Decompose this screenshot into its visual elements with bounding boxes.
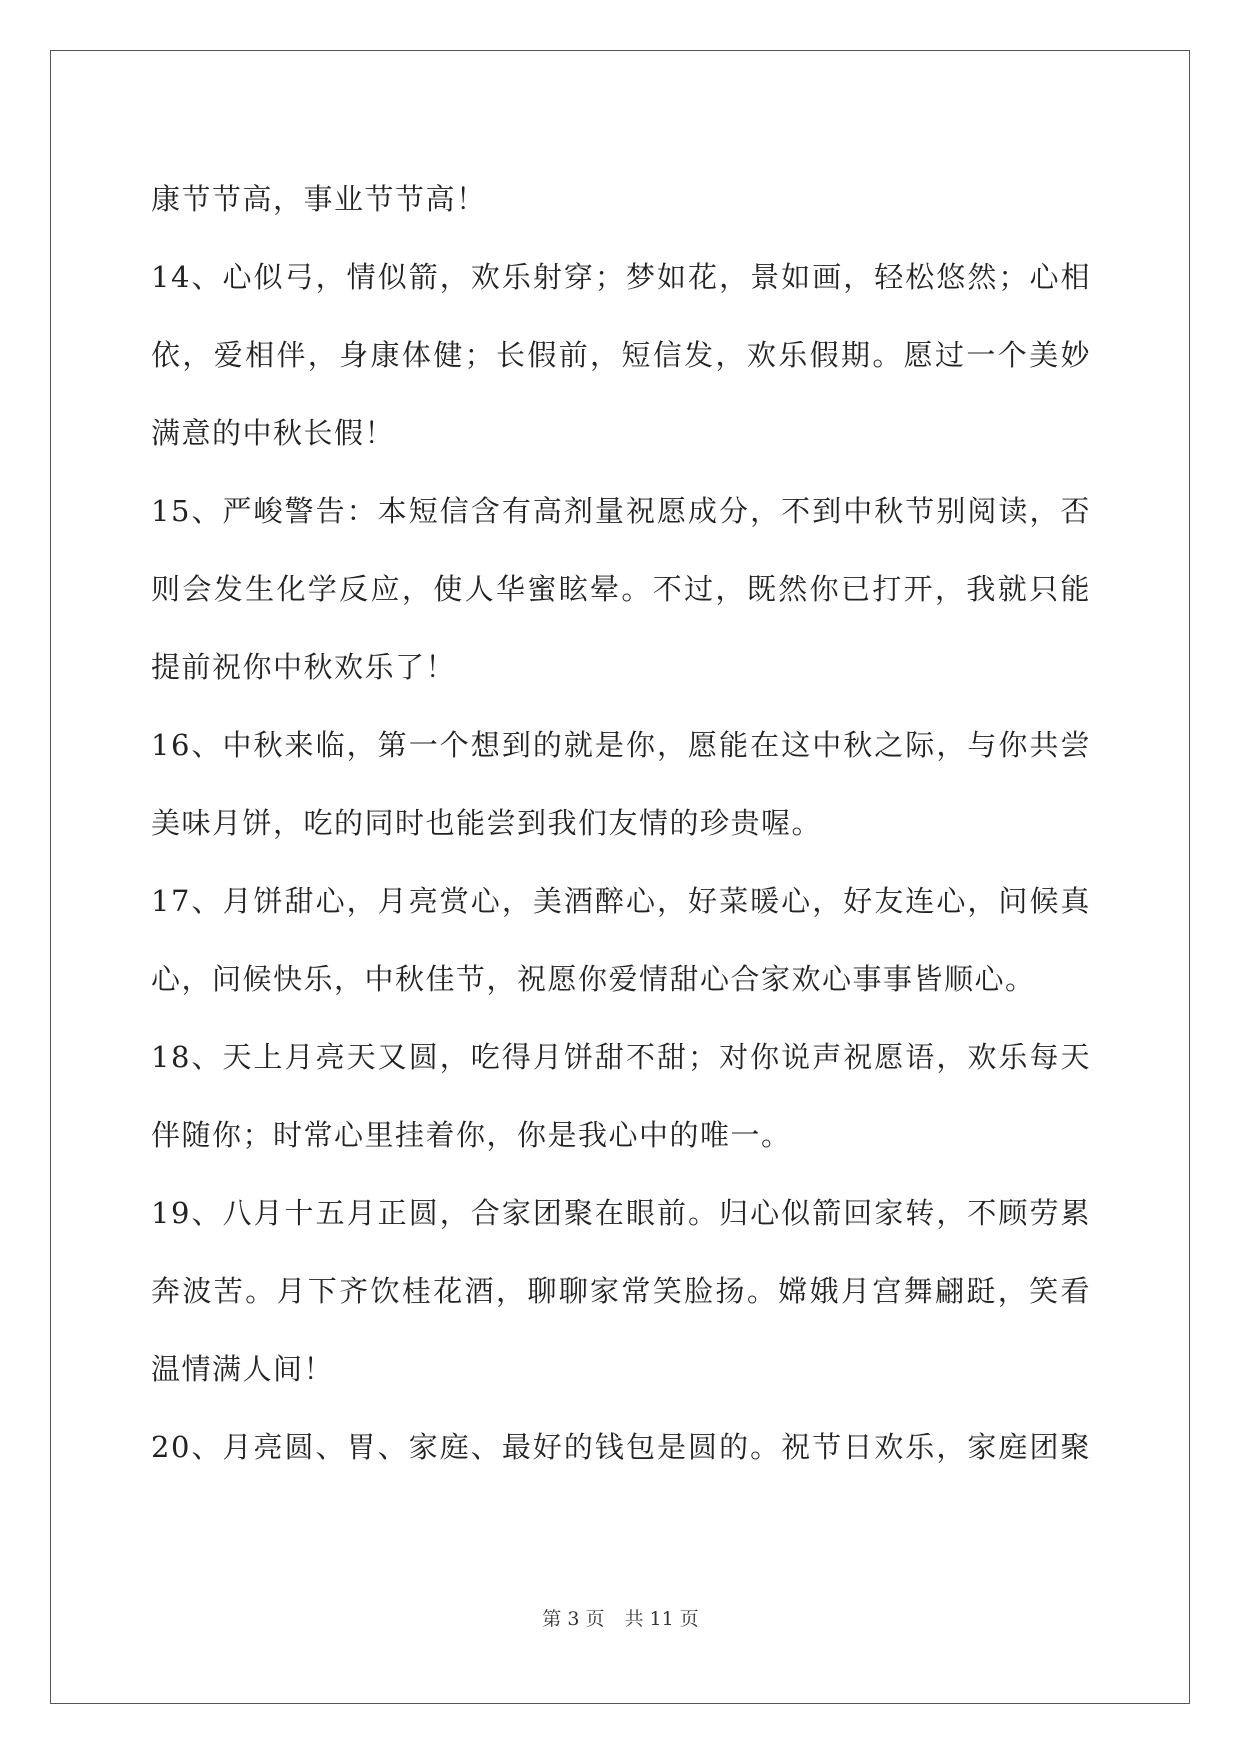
text-line: 依，爱相伴，身康体健；长假前，短信发，欢乐假期。愿过一个美妙 — [151, 338, 1091, 372]
page-footer — [0, 1604, 1241, 1631]
page-number: 第 3 页 — [542, 1608, 605, 1630]
text-line: 满意的中秋长假！ — [151, 416, 396, 450]
document-body — [151, 160, 1091, 1486]
text-line: 则会发生化学反应，使人华蜜眩晕。不过，既然你已打开，我就只能 — [151, 572, 1091, 606]
text-line: 奔波苦。月下齐饮桂花酒，聊聊家常笑脸扬。嫦娥月宫舞翩跹，笑看 — [151, 1274, 1091, 1308]
text-line: 伴随你；时常心里挂着你，你是我心中的唯一。 — [151, 1118, 792, 1152]
text-line: 心，问候快乐，中秋佳节，祝愿你爱情甜心合家欢心事事皆顺心。 — [151, 962, 1036, 996]
text-line: 18、天上月亮天又圆，吃得月饼甜不甜；对你说声祝愿语，欢乐每天 — [151, 1040, 1091, 1074]
page-total: 共 11 页 — [624, 1608, 699, 1630]
text-line: 14、心似弓，情似箭，欢乐射穿；梦如花，景如画，轻松悠然；心相 — [151, 260, 1091, 294]
text-line: 19、八月十五月正圆，合家团聚在眼前。归心似箭回家转，不顾劳累 — [151, 1196, 1091, 1230]
text-line: 康节节高，事业节节高！ — [151, 182, 487, 216]
text-line: 16、中秋来临，第一个想到的就是你，愿能在这中秋之际，与你共尝 — [151, 728, 1091, 762]
text-line: 美味月饼，吃的同时也能尝到我们友情的珍贵喔。 — [151, 806, 823, 840]
text-line: 温情满人间！ — [151, 1352, 335, 1386]
text-line: 17、月饼甜心，月亮赏心，美酒醉心，好菜暖心，好友连心，问候真 — [151, 884, 1091, 918]
text-line: 20、月亮圆、胃、家庭、最好的钱包是圆的。祝节日欢乐，家庭团聚 — [151, 1430, 1091, 1464]
text-line: 15、严峻警告：本短信含有高剂量祝愿成分，不到中秋节别阅读，否 — [151, 494, 1091, 528]
text-line: 提前祝你中秋欢乐了！ — [151, 650, 457, 684]
